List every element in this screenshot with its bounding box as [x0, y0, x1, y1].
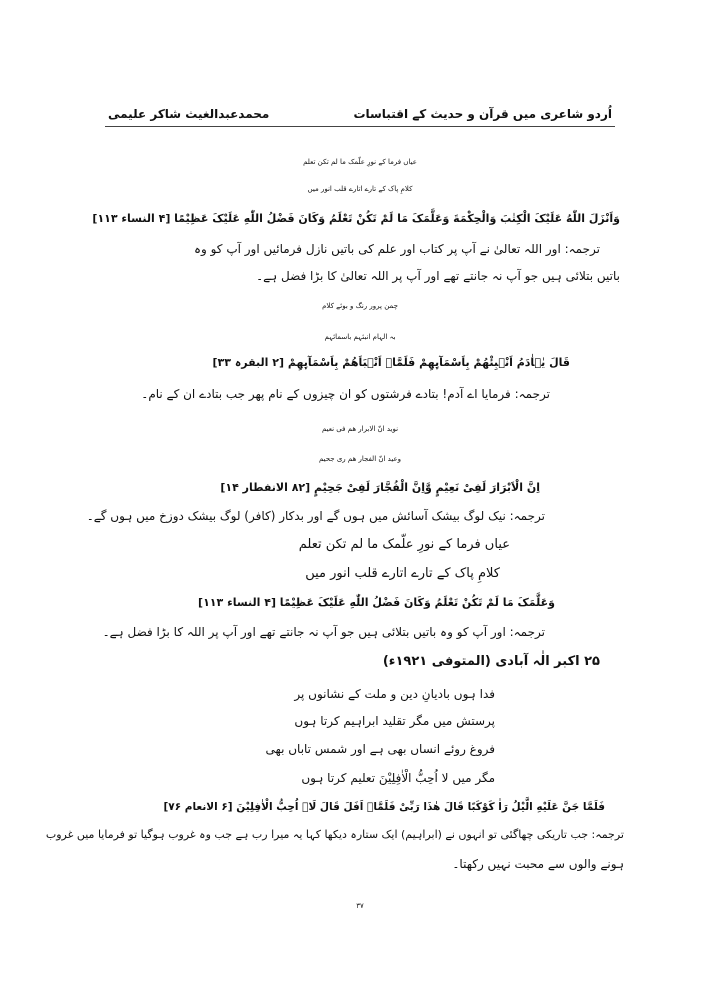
running-header-author: محمدعبدالغیث شاکر علیمی — [108, 107, 270, 121]
verse-line: کلامِ پاک کے تارے اتارے قلب انور میں — [307, 185, 413, 193]
translation-line: ترجمہ: جب تاریکی چھاگئی تو انہوں نے (ابراہیم) ایک ستارہ دیکھا کہا یہ میرا رب ہے جب وہ غروب ہوگیا تو فرمایا میں غروب — [45, 828, 624, 841]
quran-verse: اِنَّ الْاَبْرَارَ لَفِیْ نَعِیْمٍ وَّاِنَّ الْفُجَّارَ لَفِیْ جَحِیْمٍ [۸۲ الانفطار ۱۴] — [220, 481, 540, 494]
quran-verse: وَاَنْزَلَ اللّٰهُ عَلَیْکَ الْکِتٰبَ وَالْحِکْمَةَ وَعَلَّمَکَ مَا لَمْ تَکُنْ تَعْلَمُ وَکَانَ فَضْلُ اللّٰهِ عَلَیْکَ عَظِیْمًا [۴ النساء ۱۱۳] — [92, 212, 620, 225]
section-heading: ۲۵ اکبر الٰہ آبادی (المتوفی ۱۹۲۱ء) — [382, 654, 600, 669]
verse-line: کلامِ پاک کے تارے اتارے قلب انور میں — [305, 566, 500, 581]
quran-verse: قَالَ یٰۤاٰدَمُ اَنْۢبِئْهُمْ بِاَسْمَآىِٕهِمْ فَلَمَّاۤ اَنْۢبَاَهُمْ بِاَسْمَآىِٕهِمْ [۲ البقرہ ۳۳] — [212, 356, 570, 369]
translation-line: ترجمہ: اور آپ کو وہ باتیں بتلائی ہیں جو آپ نہ جانتے تھے اور آپ پر اللہ کا بڑا فضل ہے۔ — [102, 625, 545, 639]
running-header-title: اُردو شاعری میں قرآن و حدیث کے اقتباسات — [353, 107, 612, 121]
translation-line: ترجمہ: اور اللہ تعالیٰ نے آپ پر کتاب اور علم کی باتیں نازل فرمائیں اور آپ کو وہ — [193, 242, 600, 256]
translation-line: باتیں بتلائی ہیں جو آپ نہ جانتے تھے اور آپ پر اللہ تعالیٰ کا بڑا فضل ہے۔ — [256, 269, 620, 283]
verse-line: بہ الہام انبئہم باسمائہم — [324, 333, 396, 341]
verse-line: چمن پرور رنگ و بوئے کلام — [322, 302, 398, 310]
verse-line: فروغ روئے انساں بھی ہے اور شمس تاباں بھی — [265, 742, 495, 756]
verse-line: مگر میں لا اُحِبُّ الْاٰفِلِیْنَ تعلیم کرتا ہوں — [301, 771, 495, 785]
page-number: ۳۷ — [356, 902, 364, 910]
verse-line: نوید انّ الابرار ھم فی نعیم — [321, 425, 399, 433]
translation-line: ہونے والوں سے محبت نہیں رکھتا۔ — [452, 857, 624, 871]
translation-line: ترجمہ: نیک لوگ بیشک آسائش میں ہوں گے اور بدکار (کافر) لوگ بیشک دوزخ میں ہوں گے۔ — [86, 509, 545, 523]
verse-line: پرستش میں مگر تقلید ابراہیم کرتا ہوں — [294, 714, 495, 728]
quran-verse: وَعَلَّمَکَ مَا لَمْ تَکُنْ تَعْلَمُ وَکَانَ فَضْلُ اللّٰهِ عَلَیْکَ عَظِیْمًا [۴ النساء ۱۱۳] — [198, 596, 555, 609]
quran-verse: فَلَمَّا جَنَّ عَلَیْهِ الَّیْلُ رَاٰ كَوْكَبًا قَالَ هٰذَا رَبِّیْ فَلَمَّاۤ اَفَلَ قَالَ لَاۤ اُحِبُّ الْاٰفِلِیْنَ [۶ الانعام ۷۶] — [163, 801, 605, 813]
verse-line: عیاں فرما کے نورِ علّمک ما لم تکن تعلم — [298, 537, 510, 552]
verse-line: وعید انّ الفجار ھم ری جحیم — [318, 455, 402, 463]
verse-line: عیاں فرما کے نورِ علّمک ما لم تکن تعلم — [303, 158, 417, 166]
header-rule — [105, 126, 615, 127]
translation-line: ترجمہ: فرمایا اے آدم! بتادے فرشتوں کو ان چیزوں کے نام پھر جب بتادے ان کے نام۔ — [141, 387, 550, 401]
verse-line: فدا ہوں بادیانِ دین و ملت کے نشانوں پر — [294, 687, 495, 701]
